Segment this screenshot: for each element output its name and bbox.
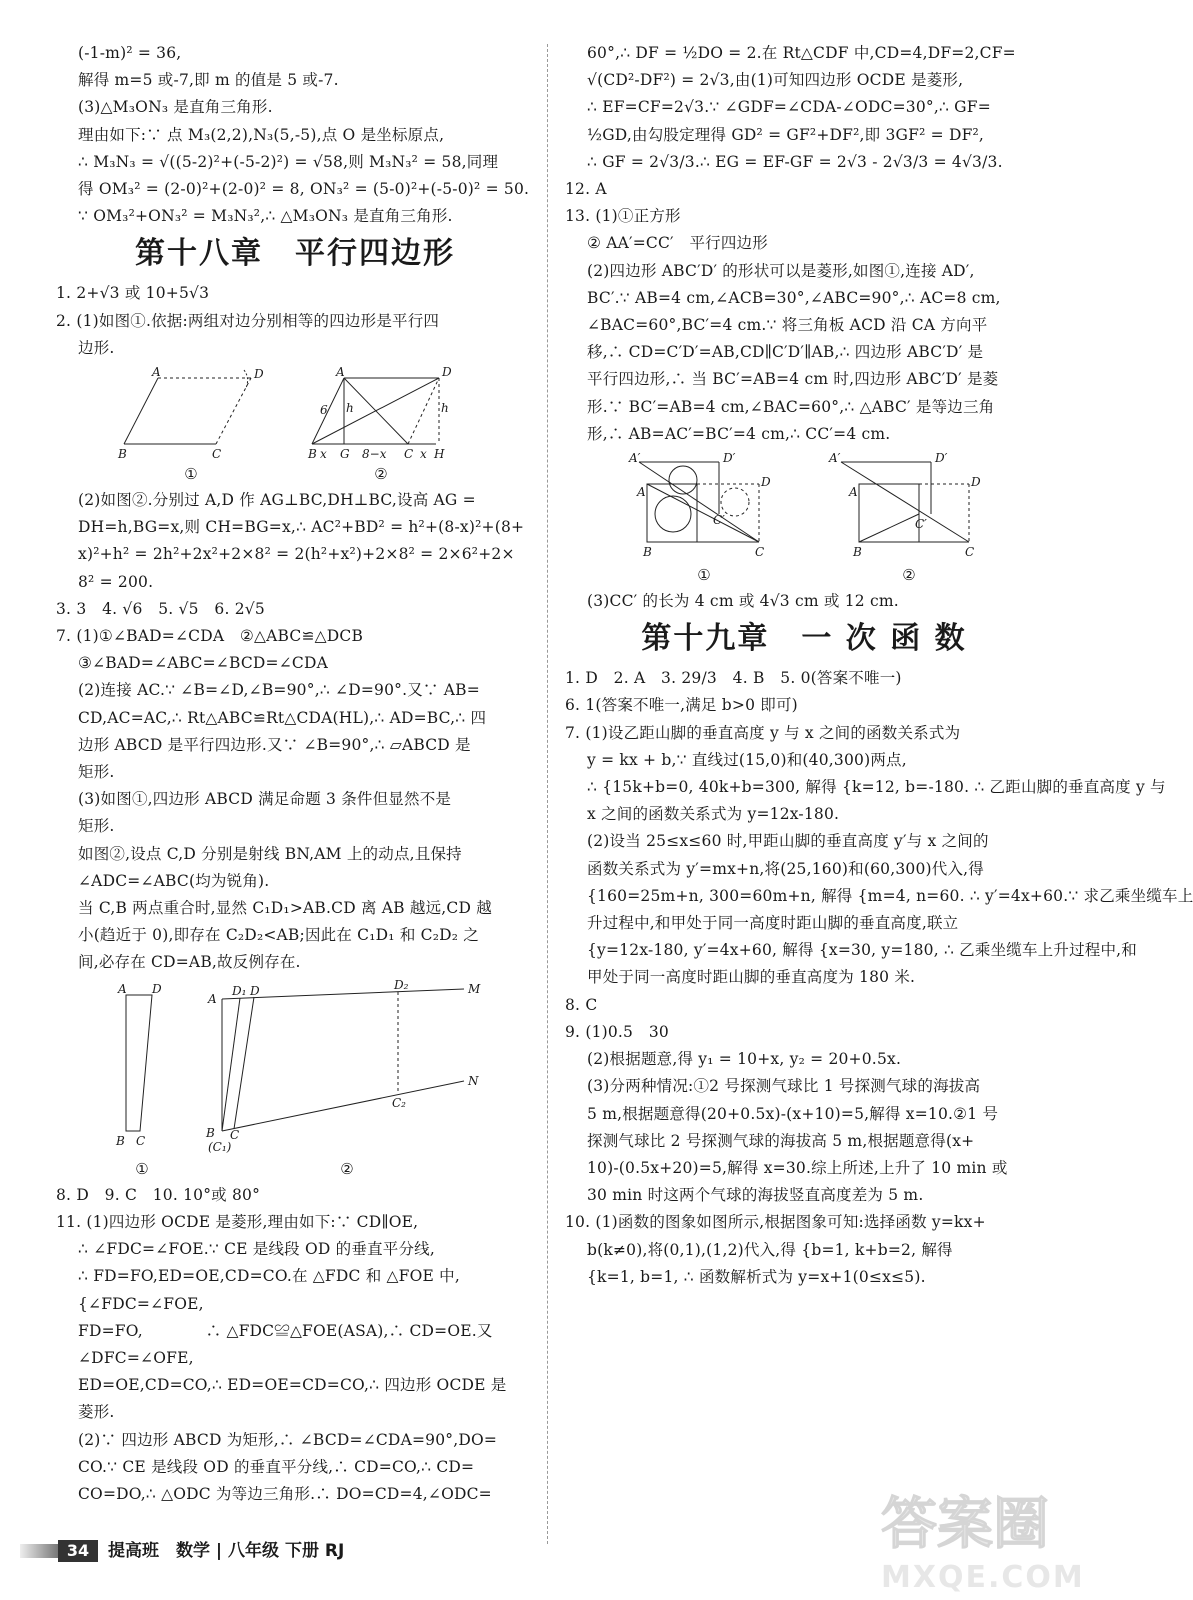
svg-text:A: A [336,365,345,380]
answer-line: ∴ EF=CF=2√3.∵ ∠GDF=∠CDA-∠ODC=30°,∴ GF= [587,98,991,117]
answer-line: 8. C [565,995,598,1014]
answer-line: (3)如图①,四边形 ABCD 满足命题 3 条件但显然不是 [78,790,452,809]
answer-line: 平行四边形,∴ 当 BC′=AB=4 cm 时,四边形 ABC′D′ 是菱 [587,370,999,389]
answer-line: b(k≠0),将(0,1),(1,2)代入,得 {b=1, k+b=2, 解得 [587,1240,953,1259]
answer-line: ③∠BAD=∠ABC=∠BCD=∠CDA [78,654,328,673]
svg-text:A: A [208,991,217,1006]
svg-text:G: G [340,447,350,462]
answer-line: (2)连接 AC.∵ ∠B=∠D,∠B=90°,∴ ∠D=90°.又∵ AB= [78,681,480,700]
svg-text:D: D [254,367,264,382]
svg-text:C′: C′ [915,517,927,532]
svg-text:C: C [136,1133,146,1148]
column-divider [547,44,548,1544]
answer-line: (2)四边形 ABC′D′ 的形状可以是菱形,如图①,连接 AD′, [587,261,975,280]
answer-line: 形.∵ BC′=AB=4 cm,∠BAC=60°,∴ △ABC′ 是等边三角 [587,397,995,416]
answer-line: CO.∵ CE 是线段 OD 的垂直平分线,∴ CD=CO,∴ CD= [78,1457,475,1476]
answer-line: {k=1, b=1, ∴ 函数解析式为 y=x+1(0≤x≤5). [587,1267,926,1286]
answer-line: ∠BAC=60°,BC′=4 cm.∵ 将三角板 ACD 沿 CA 方向平 [587,316,988,335]
answer-line: ∴ ∠FDC=∠FOE.∵ CE 是线段 OD 的垂直平分线, [78,1240,436,1259]
svg-text:x: x [320,447,327,462]
answer-line: (2)∵ 四边形 ABCD 为矩形,∴ ∠BCD=∠CDA=90°,DO= [78,1430,498,1449]
answer-line: √(CD²-DF²) = 2√3,由(1)可知四边形 OCDE 是菱形, [587,71,964,90]
answer-line: (3)△M₃ON₃ 是直角三角形. [78,98,273,117]
svg-text:N: N [468,1073,479,1088]
ch18-answers-8-11 [56,1182,534,1508]
answer-line: ∴ GF = 2√3/3.∴ EG = EF-GF = 2√3 - 2√3/3 = 4√3/3. [587,152,1003,171]
answer-line: CO=DO,∴ △ODC 为等边三角形.∴ DO=CD=4,∠ODC= [78,1484,492,1503]
answer-line: 7. (1)设乙距山脚的垂直高度 y 与 x 之间的函数关系式为 [565,723,961,742]
answer-line: 边形. [78,338,115,357]
answer-line: ∴ {15k+b=0, 40k+b=300, 解得 {k=12, b=-180. ∴ 乙距山脚的垂直高度 y 与 [587,778,1166,797]
right-column [565,40,1193,1291]
answer-line: 矩形. [78,763,115,782]
page-number: 34 [58,1540,98,1562]
watermark-url: MXQE.COM [881,1560,1085,1595]
svg-text:6: 6 [320,403,328,418]
answer-line: ② AA′=CC′ 平行四边形 [587,234,768,253]
answer-line: 5 m,根据题意得(20+0.5x)-(x+10)=5,解得 x=10.②1 号 [587,1104,999,1123]
ch19-answers [565,665,1193,1291]
answer-line: ED=OE,CD=CO,∴ ED=OE=CD=CO,∴ 四边形 OCDE 是 [78,1376,507,1395]
answer-line: (2)设当 25≤x≤60 时,甲距山脚的垂直高度 y′与 x 之间的 [587,832,989,851]
answer-line: 菱形. [78,1403,115,1422]
figure-label: ① [184,465,198,484]
answer-line: (2)根据题意,得 y₁ = 10+x, y₂ = 20+0.5x. [587,1050,902,1069]
svg-text:B: B [853,545,862,560]
answer-line: FD=FO, ∴ △FDC≌△FOE(ASA),∴ CD=OE.又 [78,1321,493,1340]
ch18-answer-13-3 [565,588,1043,615]
svg-text:D: D [250,983,260,998]
answer-line: 7. (1)①∠BAD=∠CDA ②△ABC≌△DCB [56,627,364,646]
left-column [56,40,534,1508]
svg-text:C: C [404,447,414,462]
answer-line: 边形 ABCD 是平行四边形.又∵ ∠B=90°,∴ ▱ABCD 是 [78,735,471,754]
q2-figure-1 [116,366,266,483]
answer-line: {y=12x-180, y′=4x+60, 解得 {x=30, y=180, ∴ 乙乘坐缆车上升过程中,和 [587,941,1137,960]
answer-line: ∴ FD=FO,ED=OE,CD=CO.在 △FDC 和 △FOE 中, [78,1267,460,1286]
svg-text:C′: C′ [713,513,725,528]
answer-line: 60°,∴ DF = ½DO = 2.在 Rt△CDF 中,CD=4,DF=2,CF= [587,44,1016,62]
q2-figures [116,366,534,483]
book-title: 提高班 数学 | 八年级 下册 RJ [108,1541,345,1561]
answer-line: 间,必存在 CD=AB,故反例存在. [78,953,301,972]
svg-text:D₁: D₁ [232,983,247,998]
chapter-19-title: 第十九章 一 次 函 数 [641,621,967,657]
answer-line: 探测气球比 2 号探测气球的海拔高 5 m,根据题意得(x+ [587,1131,975,1150]
figure-label: ① [135,1159,149,1178]
footer-decoration [20,1544,58,1558]
answer-line: 1. D 2. A 3. 29/3 4. B 5. 0(答案不唯一) [565,669,902,688]
answer-line: 甲处于同一高度时距山脚的垂直高度为 180 米. [587,968,916,987]
svg-text:D: D [971,475,981,490]
figure-label: ② [340,1159,354,1178]
answer-line: 9. (1)0.5 30 [565,1022,669,1041]
svg-text:C: C [230,1127,240,1142]
svg-text:M: M [468,981,481,996]
svg-text:C: C [212,447,222,462]
answer-line: 6. 1(答案不唯一,满足 b>0 即可) [565,696,798,715]
svg-text:A: A [118,981,127,996]
answer-line: 11. (1)四边形 OCDE 是菱形,理由如下:∵ CD∥OE, [56,1212,419,1231]
answer-line: 3. 3 4. √6 5. √5 6. 2√5 [56,599,265,618]
answer-line: 解得 m=5 或-7,即 m 的值是 5 或-7. [78,71,339,90]
watermark-logo [881,1480,1085,1595]
answer-line: 得 OM₃² = (2-0)²+(2-0)² = 8, ON₃² = (5-0)²+(-5-0)² = 50. [78,180,530,199]
answer-line: (3)CC′ 的长为 4 cm 或 4√3 cm 或 12 cm. [587,592,899,611]
figure-label: ① [697,566,711,585]
watermark-text: 答案圈 [881,1492,1049,1557]
svg-text:A: A [849,485,858,500]
answer-line: 10)-(0.5x+20)=5,解得 x=30.综上所述,上升了 10 min 或 [587,1158,1008,1177]
answer-line: x)²+h² = 2h²+2x²+2×8² = 2(h²+x²)+2×8² = 2×6²+2× [78,545,515,564]
ch18-answers-1-2 [56,280,534,362]
svg-text:h: h [346,401,354,416]
figure-label: ② [902,566,916,585]
answer-line: (-1-m)² = 36, [78,44,182,62]
answer-line: 当 C,B 两点重合时,显然 C₁D₁>AB.CD 离 AB 越远,CD 越 [78,899,492,918]
q7-figures [112,977,534,1178]
svg-text:h: h [441,401,449,416]
answer-line: 形,∴ AB=AC′=BC′=4 cm,∴ CC′=4 cm. [587,424,891,443]
svg-text:D′: D′ [935,451,948,466]
answer-line: 13. (1)①正方形 [565,207,681,226]
answer-line: BC′.∵ AB=4 cm,∠ACB=30°,∠ABC=90°,∴ AC=8 cm, [587,288,1001,307]
answer-line: CD,AC=AC,∴ Rt△ABC≌Rt△CDA(HL),∴ AD=BC,∴ 四 [78,708,487,727]
answer-line: 10. (1)函数的图象如图所示,根据图象可知:选择函数 y=kx+ [565,1213,986,1232]
ch18-answers-2-7 [56,487,534,977]
svg-text:D: D [442,365,452,380]
q13-figure-2 [829,452,989,584]
answer-line: 12. A [565,180,607,199]
answer-line: 函数关系式为 y′=mx+n,将(25,160)和(60,300)代入,得 [587,859,985,878]
svg-text:B: B [118,447,127,462]
chapter-18-title: 第十八章 平行四边形 [135,236,455,272]
answer-line: (2)如图②.分别过 A,D 作 AG⊥BC,DH⊥BC,设高 AG = [78,491,476,510]
answer-line: ½GD,由勾股定理得 GD² = GF²+DF²,即 3GF² = DF², [587,125,985,144]
svg-text:A′: A′ [629,451,641,466]
svg-text:8−x: 8−x [362,447,387,462]
svg-text:D: D [152,981,162,996]
ch18-answers-11-13 [565,40,1043,448]
q13-figure-1 [629,452,779,584]
svg-text:A: A [637,485,646,500]
answer-line: ∴ M₃N₃ = √((5-2)²+(-5-2)²) = √58,则 M₃N₃² = 58,同理 [78,152,499,171]
svg-text:B: B [116,1133,125,1148]
answer-line: ∵ OM₃²+ON₃² = M₃N₃²,∴ △M₃ON₃ 是直角三角形. [78,207,453,226]
svg-text:D′: D′ [723,451,736,466]
q7-figure-2 [202,977,492,1178]
answer-line: DH=h,BG=x,则 CH=BG=x,∴ AC²+BD² = h²+(8-x)²+(8+ [78,518,525,537]
svg-text:x: x [420,447,427,462]
answer-line: y = kx + b,∵ 直线过(15,0)和(40,300)两点, [587,750,907,769]
svg-text:C₂: C₂ [392,1095,406,1110]
answer-line: (3)分两种情况:①2 号探测气球比 1 号探测气球的海拔高 [587,1077,981,1096]
answer-line: 8. D 9. C 10. 10°或 80° [56,1185,261,1204]
answer-line: {∠FDC=∠FOE, [78,1294,204,1313]
svg-text:B: B [643,545,652,560]
answer-line: {160=25m+n, 300=60m+n, 解得 {m=4, n=60. ∴ y′=4x+60.∵ 求乙乘坐缆车上 [587,886,1193,905]
answer-line: 8² = 200. [78,572,154,591]
svg-text:D₂: D₂ [394,977,409,992]
answer-line: 小(趋近于 0),即存在 C₂D₂<AB;因此在 C₁D₁ 和 C₂D₂ 之 [78,926,479,945]
svg-text:D: D [761,475,771,490]
answer-line: 2. (1)如图①.依据:两组对边分别相等的四边形是平行四 [56,311,440,330]
answer-line: x 之间的函数关系式为 y=12x-180. [587,805,840,824]
svg-text:(C₁): (C₁) [208,1139,232,1154]
svg-text:A: A [152,365,161,380]
answer-line: ∠ADC=∠ABC(均为锐角). [78,871,270,890]
q7-figure-1 [112,981,172,1178]
answer-line: 矩形. [78,817,115,836]
q2-figure-2 [306,366,456,483]
svg-text:B: B [206,1125,215,1140]
answer-line: 理由如下:∵ 点 M₃(2,2),N₃(5,-5),点 O 是坐标原点, [78,125,445,144]
svg-text:A′: A′ [829,451,841,466]
answer-line: 如图②,设点 C,D 分别是射线 BN,AM 上的动点,且保持 [78,844,462,863]
answer-line: 移,∴ CD=C′D′=AB,CD∥C′D′∥AB,∴ 四边形 ABC′D′ 是 [587,343,984,362]
answer-line: 升过程中,和甲处于同一高度时距山脚的垂直高度,联立 [587,914,959,933]
q13-figures [629,452,1043,584]
answer-line: 30 min 时这两个气球的海拔竖直高度差为 5 m. [587,1186,924,1205]
answer-line: 1. 2+√3 或 10+5√3 [56,284,210,303]
svg-text:B: B [308,447,317,462]
svg-text:C: C [965,545,975,560]
ch17-answer-tail [56,40,534,230]
svg-text:H: H [434,447,445,462]
svg-text:C: C [755,545,765,560]
figure-label: ② [374,465,388,484]
answer-line: ∠DFC=∠OFE, [78,1348,194,1367]
